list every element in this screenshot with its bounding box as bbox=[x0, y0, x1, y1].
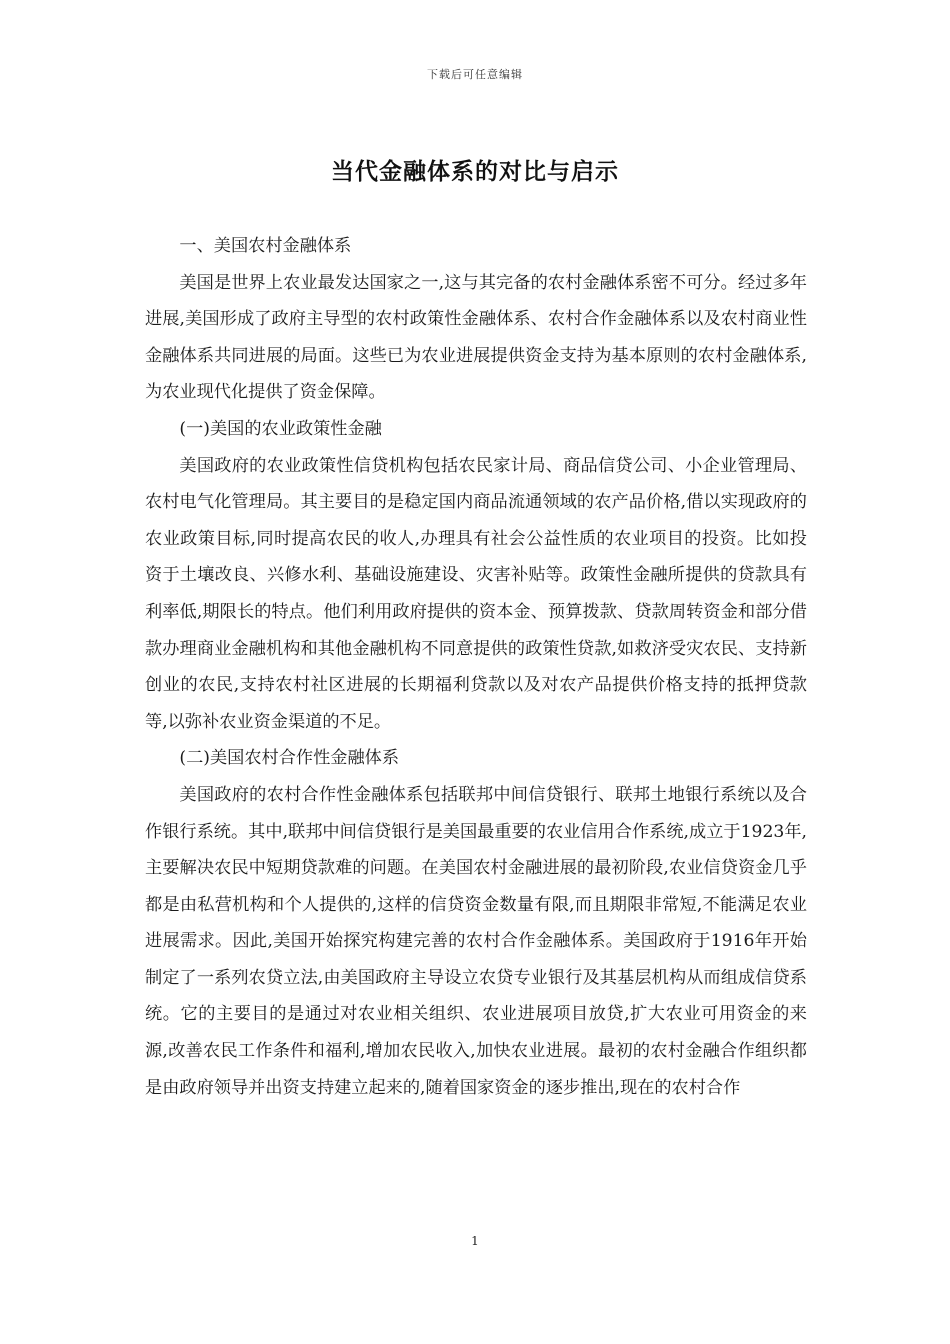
paragraph: 美国政府的农村合作性金融体系包括联邦中间信贷银行、联邦土地银行系统以及合作银行系统。其中,联邦中间信贷银行是美国最重要的农业信用合作系统,成立于1923年,主要解决农民中短期贷款难的问题。在美国农村金融进展的最初阶段,农业信贷资金几乎都是由私营机构和个人提供的,这样的信贷资金数量有限,而且期限非常短,不能满足农业进展需求。因此,美国开始探究构建完善的农村合作金融体系。美国政府于1916年开始制定了一系列农贷立法,由美国政府主导设立农贷专业银行及其基层机构从而组成信贷系统。它的主要目的是通过对农业相关组织、农业进展项目放贷,扩大农业可用资金的来源,改善农民工作条件和福利,增加农民收入,加快农业进展。最初的农村金融合作组织都是由政府领导并出资支持建立起来的,随着国家资金的逐步推出,现在的农村合作 bbox=[145, 784, 807, 1098]
subsection-heading: (一)美国的农业政策性金融 bbox=[179, 418, 382, 439]
paragraph: 美国是世界上农业最发达国家之一,这与其完备的农村金融体系密不可分。经过多年进展,美国形成了政府主导型的农村政策性金融体系、农村合作金融体系以及农村商业性金融体系共同进展的局面。这些已为农业进展提供资金支持为基本原则的农村金融体系,为农业现代化提供了资金保障。 bbox=[145, 272, 807, 403]
document-title: 当代金融体系的对比与启示 bbox=[331, 158, 619, 185]
subsection-heading: (二)美国农村合作性金融体系 bbox=[179, 748, 400, 769]
paragraph: 美国政府的农业政策性信贷机构包括农民家计局、商品信贷公司、小企业管理局、农村电气化管理局。其主要目的是稳定国内商品流通领域的农产品价格,借以实现政府的农业政策目标,同时提高农民的收人,办理具有社会公益性质的农业项目的投资。比如投资于土壤改良、兴修水利、基础设施建设、灾害补贴等。政策性金融所提供的贷款具有利率低,期限长的特点。他们利用政府提供的资本金、预算拨款、贷款周转资金和部分借款办理商业金融机构和其他金融机构不同意提供的政策性贷款,如救济受灾农民、支持新创业的农民,支持农村社区进展的长期福利贷款以及对农产品提供价格支持的抵押贷款等,以弥补农业资金渠道的不足。 bbox=[145, 455, 807, 732]
section-heading: 一、美国农村金融体系 bbox=[179, 236, 352, 256]
header-note: 下载后可任意编辑 bbox=[427, 68, 523, 81]
page-number: 1 bbox=[471, 1234, 479, 1248]
document-body bbox=[145, 228, 807, 1106]
